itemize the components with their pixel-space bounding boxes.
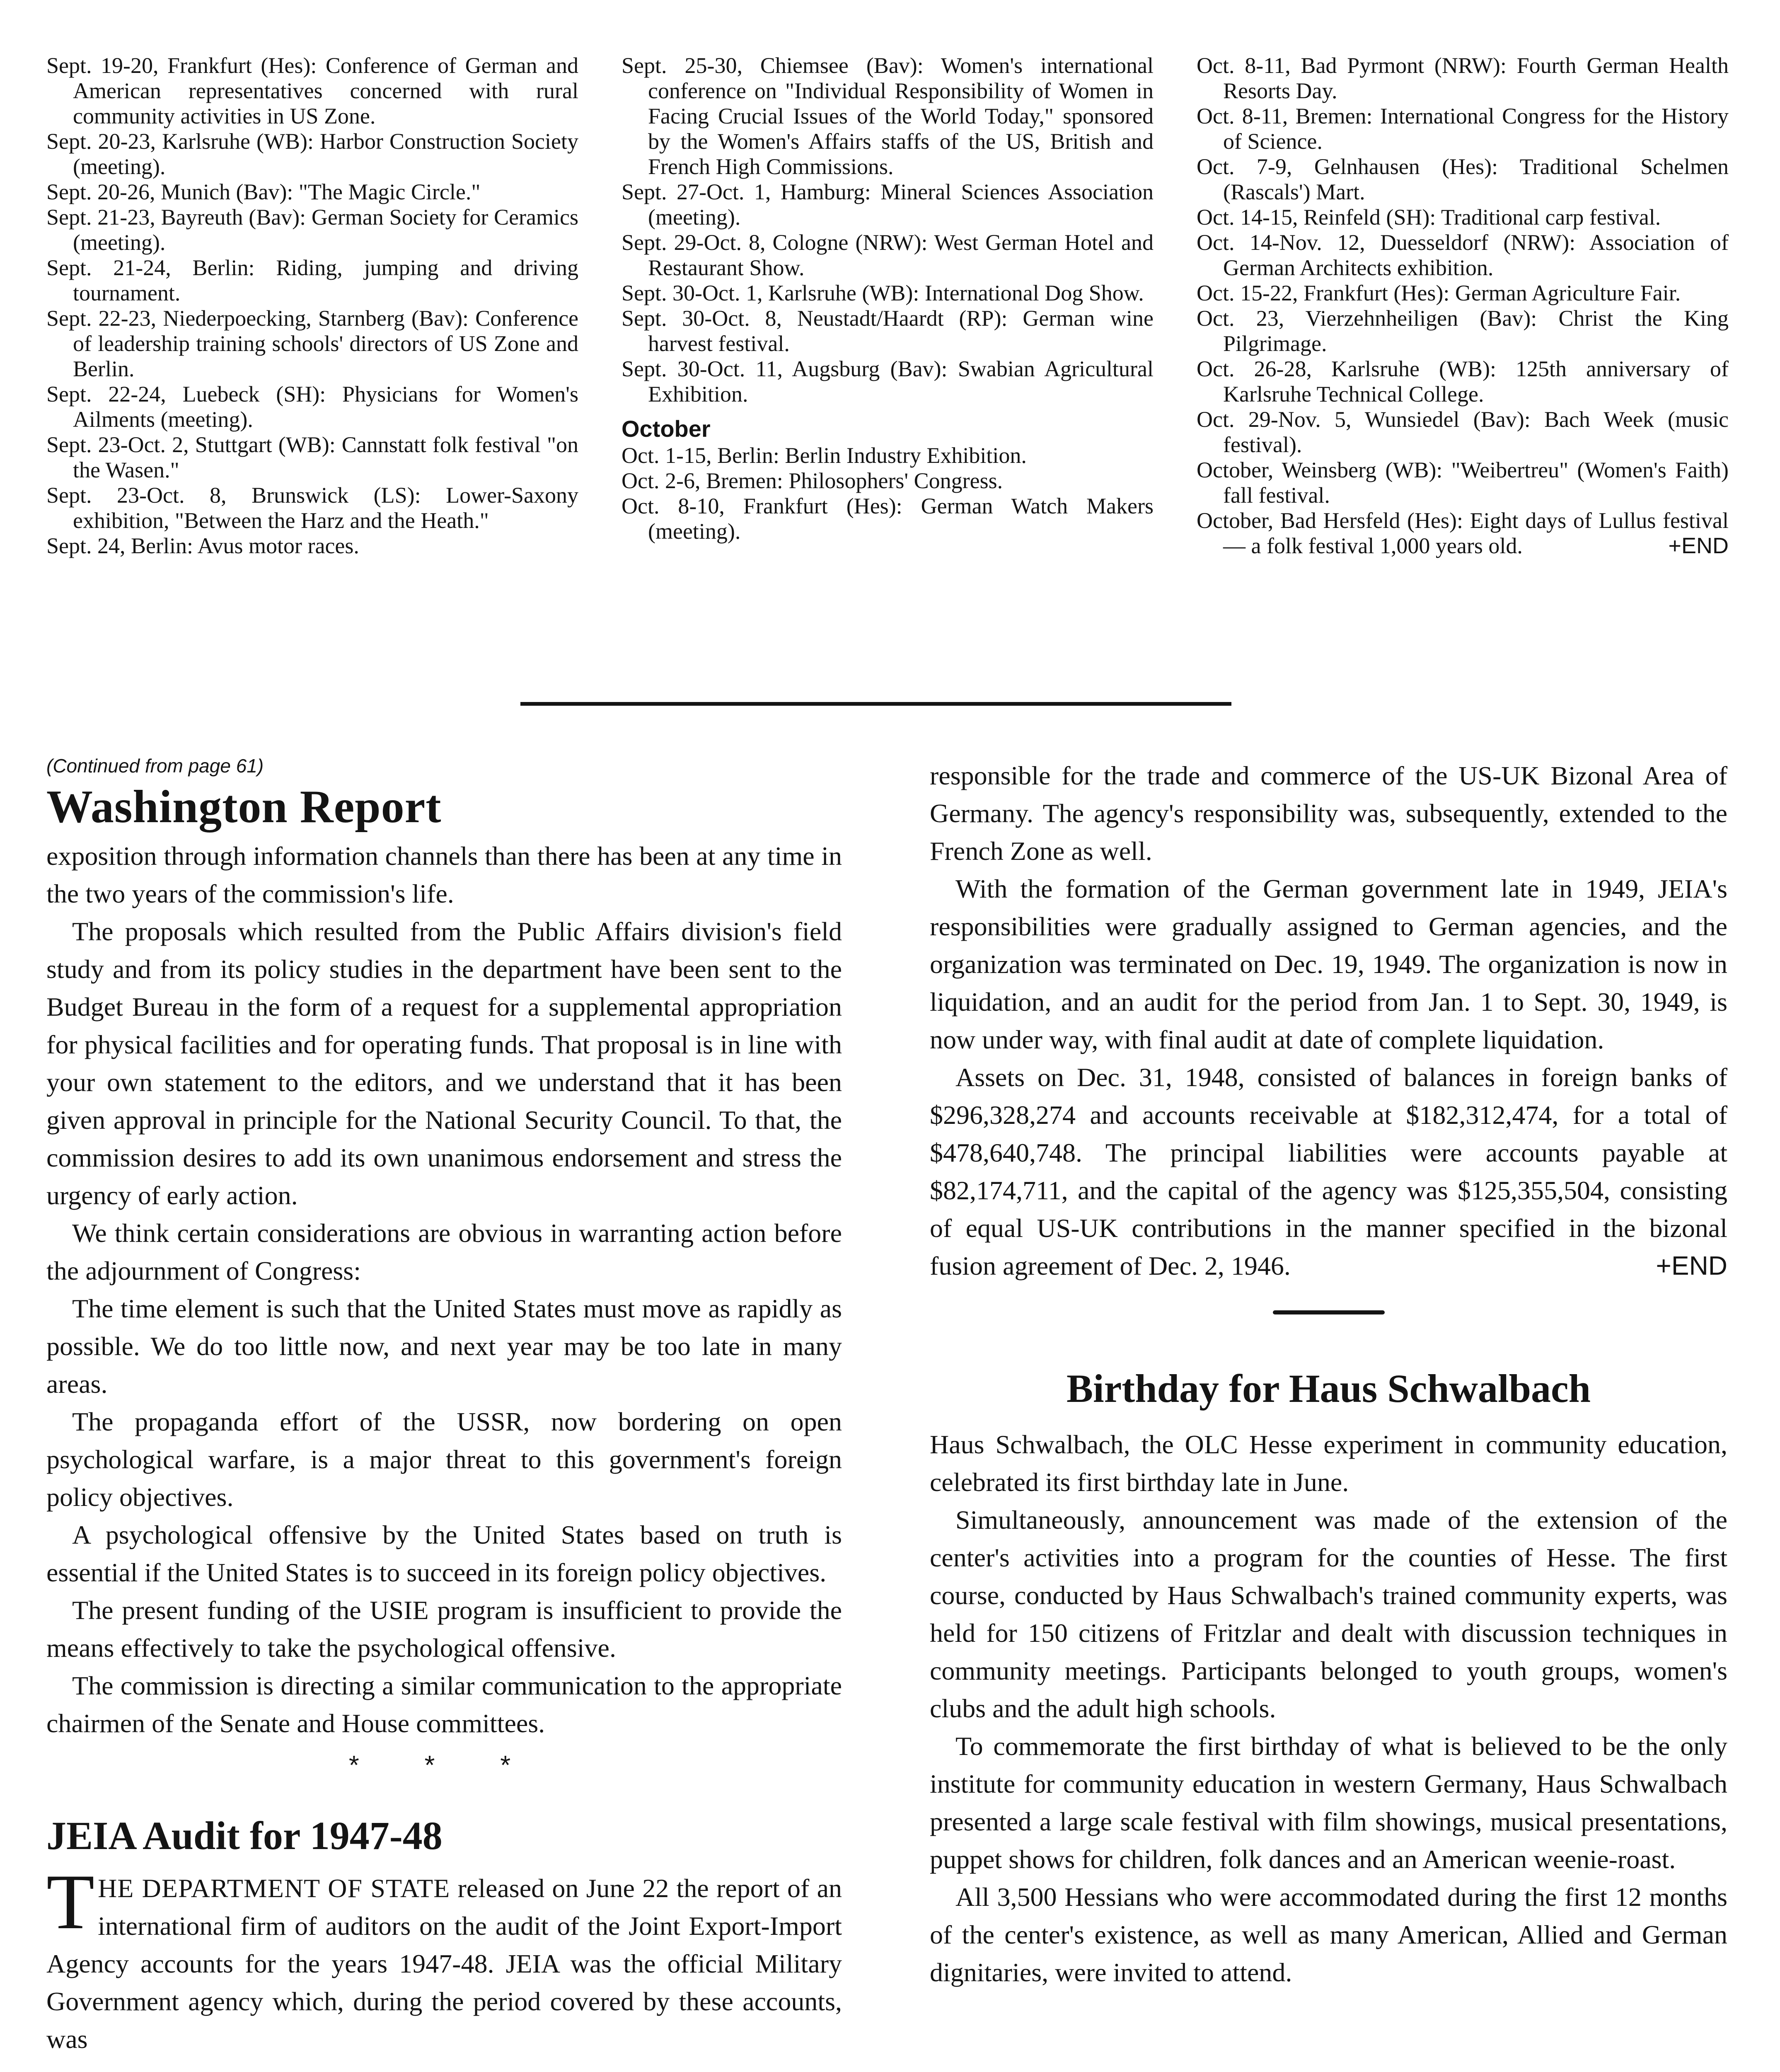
calendar-entry: Oct. 8-11, Bad Pyrmont (NRW): Fourth German Health Resorts Day.	[1197, 53, 1729, 103]
calendar-entry: Sept. 30-Oct. 1, Karlsruhe (WB): International Dog Show.	[622, 281, 1144, 305]
calendar-entry: Oct. 8-11, Bremen: International Congress for the History of Science.	[1197, 104, 1729, 154]
calendar-entry: Oct. 2-6, Bremen: Philosophers' Congress.	[622, 468, 1003, 493]
calendar-column-1	[46, 53, 578, 559]
article-paragraph: All 3,500 Hessians who were accommodated during the first 12 months of the center's existence, as well as many American, Allied and German dignitaries, were invited to attend.	[930, 1882, 1727, 1987]
drop-cap: T	[46, 1859, 95, 1946]
article-paragraph: The proposals which resulted from the Public Affairs division's field study and from its policy studies in the department have been sent to the Budget Bureau in the form of a request for a supplemental appropriation for physical facilities and for operating funds. That proposal is in line with your own statement to the editors, and we understand that it has been given approval in principle for the National Security Council. To that, the commission desires to add its own unanimous endorsement and stress the urgency of early action.	[46, 917, 842, 1210]
article-paragraph: The commission is directing a similar communication to the appropriate chairmen of the Senate and House committees.	[46, 1671, 842, 1738]
calendar-entry: Oct. 15-22, Frankfurt (Hes): German Agriculture Fair.	[1197, 281, 1681, 305]
article-paragraph-text: Assets on Dec. 31, 1948, consisted of balances in foreign banks of $296,328,274 and accounts receivable at $182,312,474, for a total of $478,640,748. The principal liabilities were accounts payable at $82,174,711, and the capital of the agency was $125,355,504, consisting of equal US-UK contributions in the manner specified in the bizonal fusion agreement of Dec. 2, 1946.	[930, 1063, 1727, 1280]
article-end-mark: +END	[1656, 1251, 1727, 1280]
calendar-entry: Sept. 21-23, Bayreuth (Bav): German Society for Ceramics (meeting).	[46, 205, 578, 255]
calendar-entry: Oct. 8-10, Frankfurt (Hes): German Watch Makers (meeting).	[622, 494, 1154, 544]
article-paragraph: Haus Schwalbach, the OLC Hesse experiment in community education, celebrated its first birthday late in June.	[930, 1430, 1727, 1497]
article-divider-rule	[1273, 1310, 1385, 1314]
calendar-column-2	[622, 53, 1154, 544]
lead-in-caps: HE DEPARTMENT OF STATE	[98, 1874, 450, 1903]
section-separator-stars: * * *	[348, 1750, 540, 1780]
article-paragraph: The propaganda effort of the USSR, now bordering on open psychological warfare, is a major threat to this government's foreign policy objectives.	[46, 1407, 842, 1512]
calendar-entry: Sept. 20-26, Munich (Bav): "The Magic Circle."	[46, 179, 481, 204]
article-paragraph-last	[930, 1058, 1727, 1285]
calendar-entry: Sept. 23-Oct. 8, Brunswick (LS): Lower-Saxony exhibition, "Between the Harz and the Heath."	[46, 483, 578, 533]
calendar-entry: October, Weinsberg (WB): "Weibertreu" (Women's Faith) fall festival.	[1197, 457, 1729, 508]
calendar-entry: Oct. 29-Nov. 5, Wunsiedel (Bav): Bach Week (music festival).	[1197, 407, 1729, 457]
jeia-first-paragraph	[46, 1859, 842, 2058]
article-paragraph: Simultaneously, announcement was made of the extension of the center's activities into a program for the counties of Hesse. The first course, conducted by Haus Schwalbach's trained community experts, was held for 150 citizens of Fritzlar and dealt with discussion techniques in community meetings. Participants belonged to youth groups, women's clubs and the adult high schools.	[930, 1505, 1727, 1723]
article-paragraph: exposition through information channels than there has been at any time in the two years of the commission's life.	[46, 841, 842, 908]
article-paragraph: A psychological offensive by the United States based on truth is essential if the United States is to succeed in its foreign policy objectives.	[46, 1520, 842, 1587]
calendar-entry: Oct. 23, Vierzehnheiligen (Bav): Christ the King Pilgrimage.	[1197, 306, 1729, 356]
calendar-entry-text: October, Bad Hersfeld (Hes): Eight days of Lullus festival — a folk festival 1,000 years old.	[1197, 508, 1729, 558]
calendar-entry: Sept. 27-Oct. 1, Hamburg: Mineral Sciences Association (meeting).	[622, 179, 1154, 230]
washington-report-title: Washington Report	[46, 781, 442, 833]
october-heading: October	[622, 416, 711, 442]
calendar-entry: Oct. 1-15, Berlin: Berlin Industry Exhibition.	[622, 443, 1027, 468]
first-paragraph-text: released on June 22 the report of an international firm of auditors on the audit of the Joint Export-Import Agency accounts for the years 1947-48. JEIA was the official Military Government agency which, during the period covered by these accounts, was	[46, 1874, 842, 2054]
left-article-column	[46, 753, 842, 2058]
calendar-entry: Sept. 20-23, Karlsruhe (WB): Harbor Construction Society (meeting).	[46, 129, 578, 179]
calendar-column-3	[1197, 53, 1729, 559]
calendar-entry: Sept. 22-23, Niederpoecking, Starnberg (Bav): Conference of leadership training schools' directors of US Zone and Berlin.	[46, 306, 578, 381]
calendar-entry: Oct. 7-9, Gelnhausen (Hes): Traditional Schelmen (Rascals') Mart.	[1197, 154, 1729, 204]
article-paragraph: The present funding of the USIE program is insufficient to provide the means effectively to take the psychological offensive.	[46, 1595, 842, 1663]
calendar-entry: Oct. 14-15, Reinfeld (SH): Traditional carp festival.	[1197, 205, 1661, 230]
article-paragraph: With the formation of the German government late in 1949, JEIA's responsibilities were gradually assigned to German agencies, and the organization was terminated on Dec. 19, 1949. The organization is now in liquidation, and an audit for the period from Jan. 1 to Sept. 30, 1949, is now under way, with final audit at date of complete liquidation.	[930, 874, 1727, 1054]
calendar-entry: Sept. 21-24, Berlin: Riding, jumping and driving tournament.	[46, 255, 578, 305]
calendar-entry: Sept. 22-24, Luebeck (SH): Physicians for Women's Ailments (meeting).	[46, 382, 578, 432]
calendar-entry: Oct. 26-28, Karlsruhe (WB): 125th anniversary of Karlsruhe Technical College.	[1197, 356, 1729, 407]
article-paragraph: The time element is such that the United States must move as rapidly as possible. We do too little now, and next year may be too late in many areas.	[46, 1294, 842, 1399]
calendar-entry: Sept. 25-30, Chiemsee (Bav): Women's international conference on "Individual Responsibility of Women in Facing Crucial Issues of the World Today," sponsored by the Women's Affairs staffs of the US, British and French High Commissions.	[622, 53, 1154, 179]
calendar-entry: Sept. 29-Oct. 8, Cologne (NRW): West German Hotel and Restaurant Show.	[622, 230, 1154, 280]
right-article-column	[930, 757, 1727, 1991]
article-paragraph: To commemorate the first birthday of what is believed to be the only institute for community education in western Germany, Haus Schwalbach presented a large scale festival with film showings, musical presentations, puppet shows for children, folk dances and an American weenie-roast.	[930, 1731, 1727, 1874]
calendar-entry: Sept. 24, Berlin: Avus motor races.	[46, 533, 359, 558]
calendar-entry-last	[1197, 508, 1729, 559]
calendar-entry: Oct. 14-Nov. 12, Duesseldorf (NRW): Association of German Architects exhibition.	[1197, 230, 1729, 280]
section-divider-rule	[520, 702, 1231, 706]
calendar-end-mark: +END	[1668, 533, 1729, 558]
calendar-entry: Sept. 19-20, Frankfurt (Hes): Conference of German and American representatives concerned with rural community activities in US Zone.	[46, 53, 578, 128]
calendar-entry: Sept. 30-Oct. 8, Neustadt/Haardt (RP): German wine harvest festival.	[622, 306, 1154, 356]
calendar-entry: Sept. 23-Oct. 2, Stuttgart (WB): Cannstatt folk festival "on the Wasen."	[46, 432, 578, 482]
calendar-entry: Sept. 30-Oct. 11, Augsburg (Bav): Swabian Agricultural Exhibition.	[622, 356, 1154, 407]
jeia-audit-title: JEIA Audit for 1947-48	[46, 1813, 443, 1858]
continued-note: (Continued from page 61)	[46, 755, 264, 777]
schwalbach-title: Birthday for Haus Schwalbach	[1066, 1366, 1591, 1411]
article-paragraph: We think certain considerations are obvious in warranting action before the adjournment of Congress:	[46, 1218, 842, 1285]
article-paragraph: responsible for the trade and commerce of the US-UK Bizonal Area of Germany. The agency's responsibility was, subsequently, extended to the French Zone as well.	[930, 761, 1727, 866]
